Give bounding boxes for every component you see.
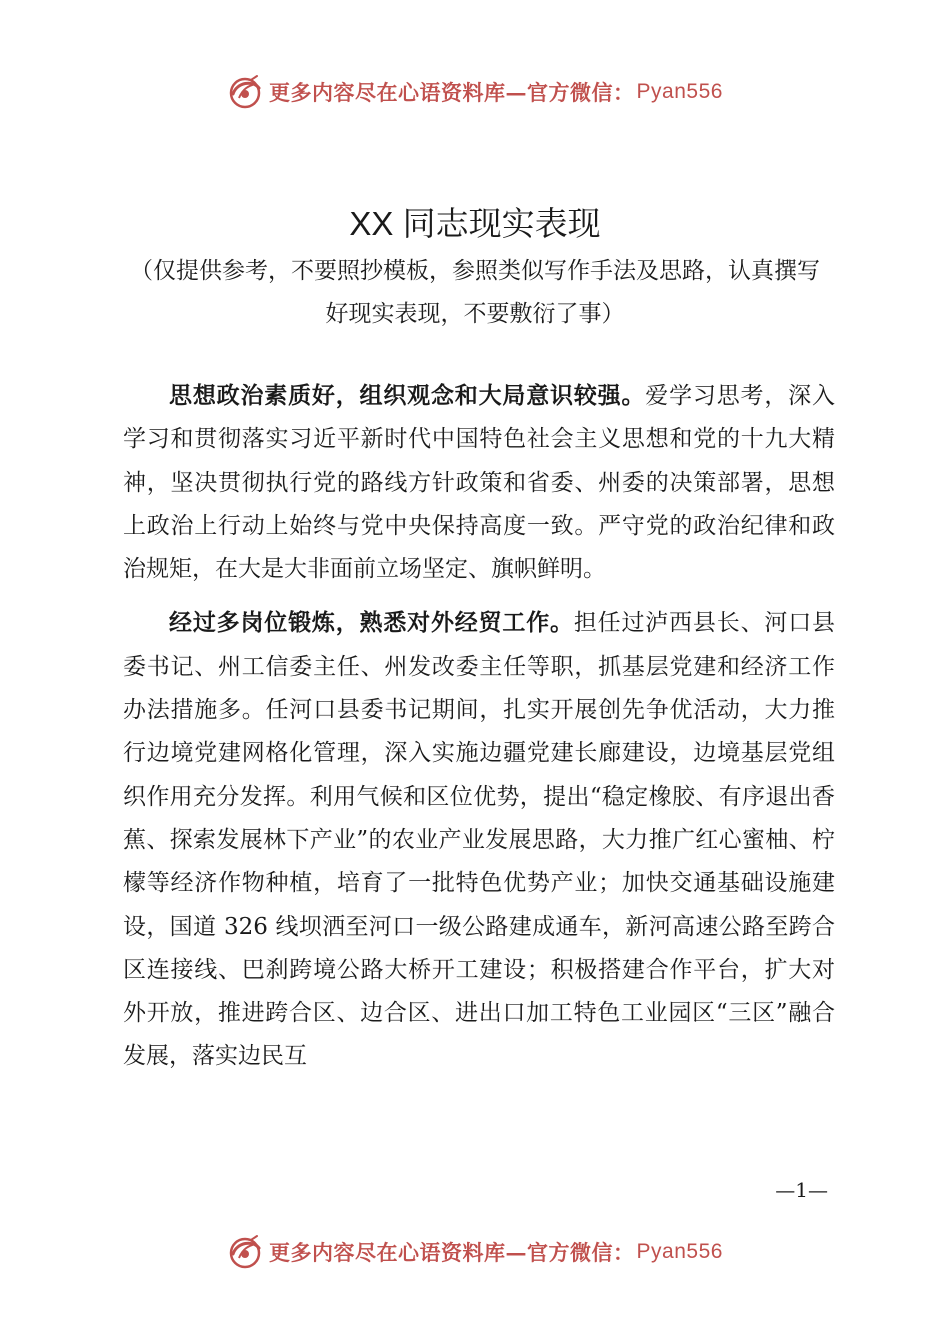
paragraph-lead: 经过多岗位锻炼，熟悉对外经贸工作。 bbox=[169, 610, 574, 637]
watermark-wechat-id: Pyan556 bbox=[636, 1240, 723, 1263]
watermark-text: 更多内容尽在心语资料库—官方微信： bbox=[269, 1240, 635, 1265]
paragraph bbox=[123, 375, 835, 591]
watermark-wechat-id: Pyan556 bbox=[636, 80, 723, 103]
document-subtitle: （仅提供参考，不要照抄模板，参照类似写作手法及思路，认真撰写好现实表现，不要敷衍了事） bbox=[130, 258, 820, 327]
document-body bbox=[123, 375, 835, 1079]
document-title: XX 同志现实表现 bbox=[349, 205, 601, 242]
paragraph-text: 爱学习思考，深入学习和贯彻落实习近平新时代中国特色社会主义思想和党的十九大精神，坚决贯彻执行党的路线方针政策和省委、州委的决策部署，思想上政治上行动上始终与党中央保持高度一致。严守党的政治纪律和政治规矩，在大是大非面前立场坚定、旗帜鲜明。 bbox=[123, 383, 836, 583]
watermark-text: 更多内容尽在心语资料库—官方微信： bbox=[269, 80, 635, 105]
page-number: —1— bbox=[775, 1178, 828, 1202]
header-watermark bbox=[0, 72, 950, 112]
paragraph-text: 担任过泸西县长、河口县委书记、州工信委主任、州发改委主任等职，抓基层党建和经济工作办法措施多。任河口县委书记期间，扎实开展创先争优活动，大力推行边境党建网格化管理，深入实施边疆党建长廊建设，边境基层党组织作用充分发挥。利用气候和区位优势，提出“稳定橡胶、有序退出香蕉、探索发展林下产业”的农业产业发展思路，大力推广红心蜜柚、柠檬等经济作物种植，培育了一批特色优势产业；加快交通基础设施建设，国道 326 线坝洒至河口一级公路建成通车，新河高速公路至跨合区连接线、巴刹跨境公路大桥开工建设；积极搭建合作平台，扩大对外开放，推进跨合区、边合区、进出口加工特色工业园区“三区”融合发展，落实边民互 bbox=[123, 610, 836, 1070]
paragraph-lead: 思想政治素质好，组织观念和大局意识较强。 bbox=[169, 383, 646, 409]
logo-icon bbox=[227, 74, 263, 110]
paragraph bbox=[123, 602, 835, 1078]
footer-watermark bbox=[0, 1232, 950, 1272]
logo-icon bbox=[227, 1234, 263, 1270]
